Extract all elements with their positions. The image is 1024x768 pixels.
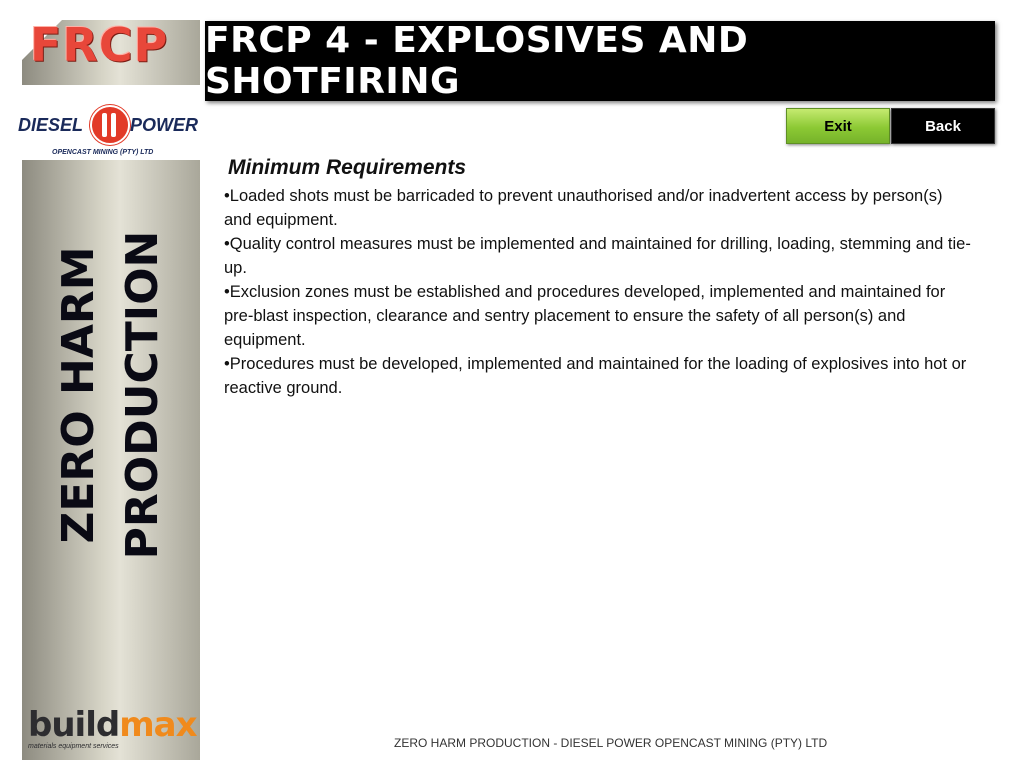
requirement-item: •Quality control measures must be implemented and maintained for drilling, loading, stemming and tie-up. xyxy=(224,235,971,277)
requirement-item: •Exclusion zones must be established and procedures developed, implemented and maintained for pre-blast inspection, clearance and sentry placement to ensure the safety of all person(s) and equipment. xyxy=(224,283,946,349)
section-heading: Minimum Requirements xyxy=(228,156,467,179)
buildmax-part2: max xyxy=(119,705,197,745)
frcp-logo: FRCP xyxy=(30,18,169,72)
title-bar xyxy=(205,21,995,101)
buildmax-part1: build xyxy=(28,705,120,745)
logo-text-left: DIESEL xyxy=(18,115,84,135)
buildmax-tagline: materials equipment services xyxy=(28,743,119,750)
footer-text: ZERO HARM PRODUCTION - DIESEL POWER OPENCAST MINING (PTY) LTD xyxy=(394,736,828,750)
page-title: FRCP 4 - EXPLOSIVES AND SHOTFIRING xyxy=(205,20,749,102)
company-subtitle: OPENCAST MINING (PTY) LTD xyxy=(52,149,154,156)
diesel-power-emblem-icon xyxy=(90,105,130,145)
requirement-item: •Loaded shots must be barricaded to prevent unauthorised and/or inadvertent access by person(s) and equipment. xyxy=(224,187,943,229)
buildmax-logo xyxy=(28,705,197,754)
slogan-vertical xyxy=(22,160,200,630)
slogan-line-1: ZERO HARM xyxy=(53,246,104,544)
content-area xyxy=(224,156,974,400)
slogan-line-2: PRODUCTION xyxy=(117,230,168,560)
diesel-power-logo xyxy=(18,105,203,151)
exit-button[interactable]: Exit xyxy=(786,108,890,144)
requirement-item: •Procedures must be developed, implemented and maintained for the loading of explosives into hot or reactive ground. xyxy=(224,355,967,397)
back-button[interactable]: Back xyxy=(891,108,995,144)
logo-text-right: POWER xyxy=(130,115,199,135)
